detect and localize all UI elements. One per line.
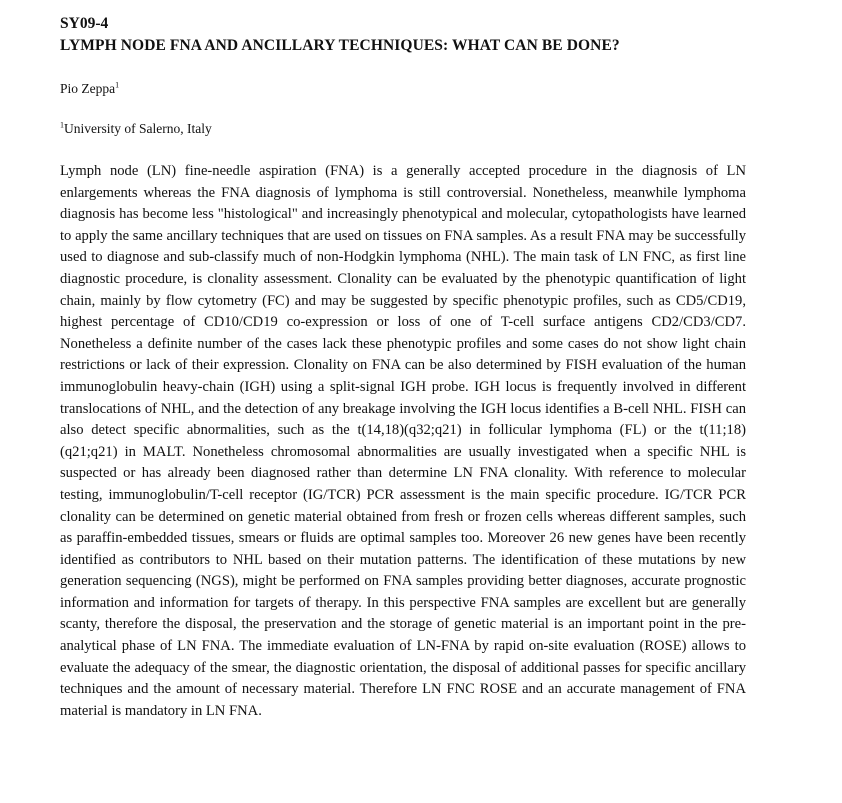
affiliation-text: University of Salerno, Italy (64, 121, 212, 136)
abstract-title: LYMPH NODE FNA AND ANCILLARY TECHNIQUES: WHAT CAN BE DONE? (60, 37, 620, 54)
affiliation-marker: 1 (60, 120, 64, 130)
abstract-body: Lymph node (LN) fine-needle aspiration (FNA) is a generally accepted procedure in the diagnosis of LN enlargements whereas the FNA diagnosis of lymphoma is still controversial. Nonetheless, meanwhile lymphoma diagnosis has become less "histological" and increasingly phenotypical and molecular, cytopathologists have learned to apply the same ancillary techniques that are used on tissues on FNA samples. As a result FNA may be successfully used to diagnose and sub-classify much of non-Hodgkin lymphoma (NHL). The main task of LN FNC, as first line diagnostic procedure, is clonality assessment. Clonality can be evaluated by the phenotypic quantification of light chain, mainly by flow cytometry (FC) and may be suggested by specific phenotypic profiles, such as CD5/CD19, highest percentage of CD10/CD19 co-expression or loss of one of T-cell surface antigens CD2/CD3/CD7. Nonetheless a definite number of the cases lack these phenotypic profiles and some cases do not show light chain restrictions or lack of their expression. Clonality on FNA can be also determined by FISH evaluation of the human immunoglobulin heavy-chain (IGH) using a split-signal IGH probe. IGH locus is frequently involved in different translocations of NHL, and the detection of any breakage involving the IGH locus identifies a B-cell NHL. FISH can also detect specific abnormalities, such as the t(14,18)(q32;q21) in follicular lymphoma (FL) or the t(11;18)(q21;q21) in MALT. Nonetheless chromosomal abnormalities are usually investigated when a specific NHL is suspected or has already been diagnosed rather than determine LN FNA clonality. With reference to molecular testing, immunoglobulin/T-cell receptor (IG/TCR) PCR assessment is the main specific procedure. IG/TCR PCR clonality can be determined on genetic material obtained from fresh or frozen cells whereas different samples, such as paraffin-embedded tissues, smears or fluids are optimal samples too. Moreover 26 new genes have been recently identified as contributors to NHL based on their mutation patterns. The identification of these mutations by new generation sequencing (NGS), might be performed on FNA samples providing better diagnoses, accurate prognostic information and information for targets of therapy. In this perspective FNA samples are excellent but are generally scanty, therefore the disposal, the preservation and the storage of genetic material is an important point in the pre-analytical phase of LN FNA. The immediate evaluation of LN-FNA by rapid on-site evaluation (ROSE) allows to evaluate the adequacy of the smear, the diagnostic orientation, the disposal of additional passes for specific ancillary techniques and the amount of necessary material. Therefore LN FNC ROSE and an accurate management of FNA material is mandatory in LN FNA. (60, 163, 746, 719)
author-name: Pio Zeppa (60, 81, 116, 96)
author-affiliation-marker: 1 (115, 80, 120, 90)
author-line (60, 80, 746, 98)
affiliation-line (60, 120, 746, 138)
session-code: SY09-4 (60, 15, 109, 32)
abstract-page (60, 14, 746, 722)
